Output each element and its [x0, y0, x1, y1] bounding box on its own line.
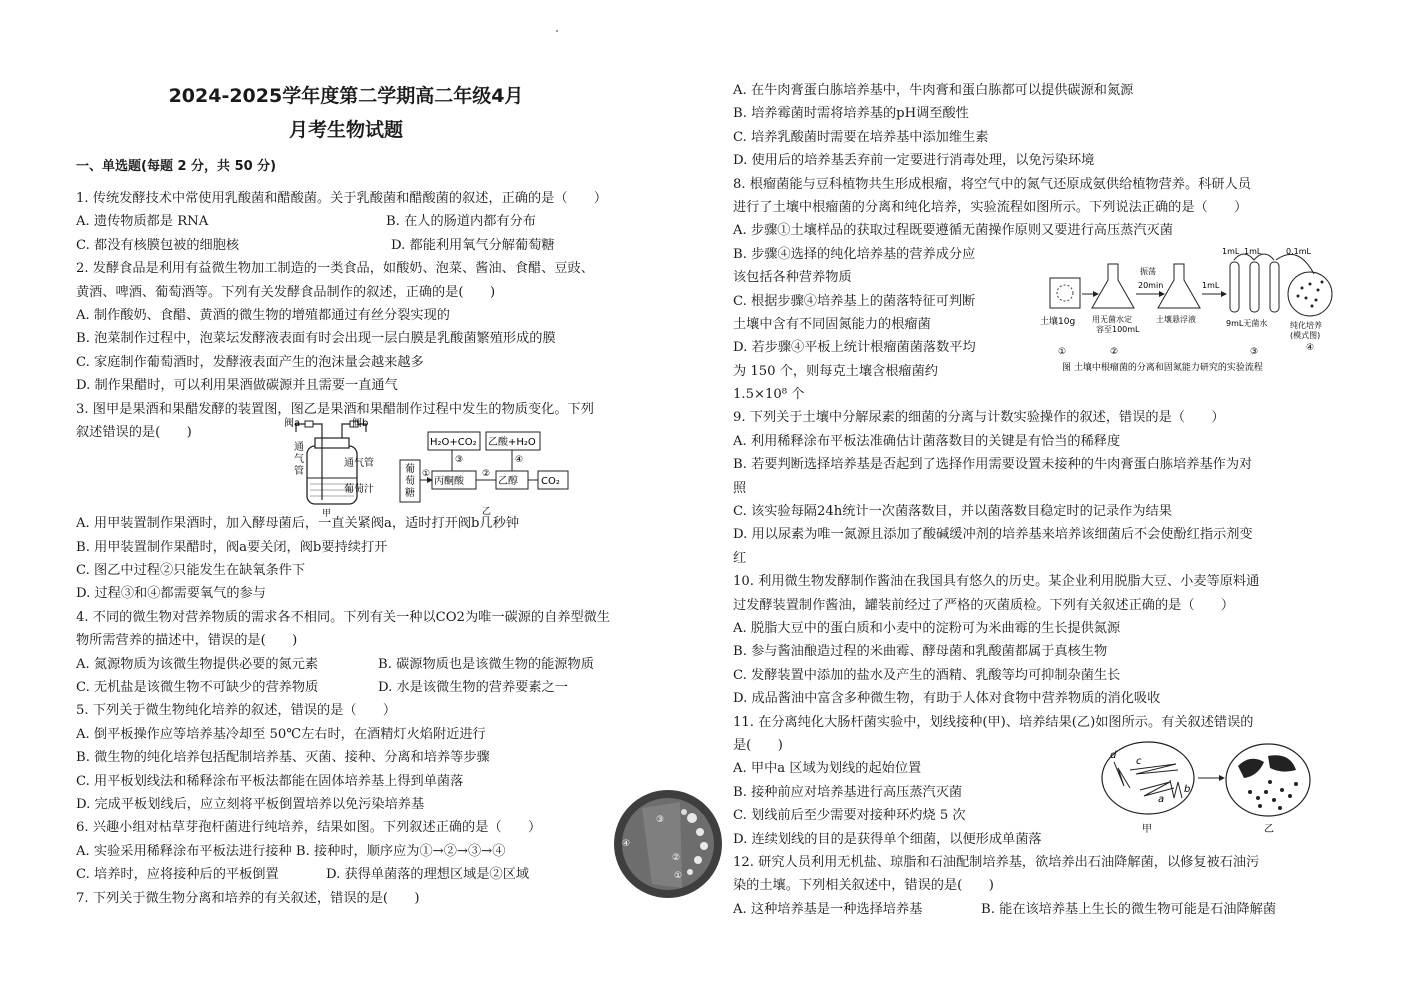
q6-stem: 6. 兴趣小组对枯草芽孢杆菌进行纯培养，结果如图。下列叙述正确的是（ ）: [76, 820, 542, 836]
q11-option-a: A. 甲中a 区域为划线的起始位置: [733, 761, 922, 777]
q2-stem-1: 2. 发酵食品是利用有益微生物加工制造的一类食品，如酸奶、泡菜、酱油、食醋、豆豉、: [76, 261, 594, 277]
q1-option-b: B. 在人的肠道内都有分布: [386, 214, 536, 230]
q8-stem-2: 进行了土壤中根瘤菌的分离和纯化培养，实验流程如图所示。下列说法正确的是（ ）: [733, 199, 1248, 215]
q1-option-a: A. 遗传物质都是 RNA: [76, 214, 209, 230]
q9-option-d-2: 红: [733, 550, 747, 566]
time-label: 20min: [1138, 281, 1164, 290]
zone-3: ③: [656, 815, 665, 825]
q12-stem-1: 12. 研究人员利用无机盐、琼脂和石油配制培养基，欲培养出石油降解菌，以修复被石油污: [733, 854, 1260, 870]
zone-c: c: [1136, 756, 1142, 767]
q5-option-b: B. 微生物的纯化培养包括配制培养基、灭菌、接种、分离和培养等步骤: [76, 750, 490, 766]
glucose-char: 糖: [405, 488, 415, 499]
h2o-co2-label: H₂O+CO₂: [430, 437, 477, 448]
ethanol-label: 乙醇: [498, 476, 518, 487]
left-tube-label-part: 通: [294, 442, 304, 453]
step-n4: ④: [1306, 343, 1315, 353]
q4-stem-2: 物所需营养的描述中，错误的是( ): [76, 633, 298, 649]
acetic-label: 乙酸+H₂O: [488, 437, 536, 448]
q8-option-a: A. 步骤①土壤样品的获取过程既要遵循无菌操作原则又要进行高压蒸汽灭菌: [733, 223, 1173, 239]
left-column: [76, 187, 688, 910]
q8-option-d-2: 为 150 个，则每克土壤含根瘤菌约: [733, 363, 938, 379]
q1-option-d: D. 都能利用氧气分解葡萄糖: [391, 237, 555, 253]
q6-options-ab: A. 实验采用稀释涂布平板法进行接种 B. 接种时，顺序应为①→②→③→④: [76, 843, 506, 859]
pathway-diagram: [400, 432, 568, 517]
step-n3: ③: [1250, 347, 1259, 357]
q1-stem: 1. 传统发酵技术中常使用乳酸菌和醋酸菌。关于乳酸菌和醋酸菌的叙述，正确的是（ ）: [76, 191, 608, 206]
q1-options-cd: [76, 234, 688, 257]
q2-option-a: A. 制作酸奶、食醋、黄酒的微生物的增殖都通过有丝分裂实现的: [76, 307, 450, 323]
vol-3: 1mL: [1244, 247, 1262, 256]
q4-option-d: D. 水是该微生物的营养要素之一: [378, 680, 568, 696]
q10-stem-2: 过发酵装置制作酱油，罐装前经过了严格的灭菌质检。下列有关叙述正确的是（ ）: [733, 597, 1235, 613]
zone-a: a: [1158, 794, 1165, 805]
suspension-label: 土壤悬浮液: [1156, 315, 1196, 324]
valve-b-label: 阀b: [352, 418, 369, 429]
q4-options-ab: [76, 653, 688, 676]
q12-option-b: B. 能在该培养基上生长的微生物可能是石油降解菌: [981, 901, 1277, 917]
zone-b: b: [1184, 784, 1191, 795]
valve-a-label: 阀a: [284, 418, 301, 429]
zone-4: ④: [622, 839, 631, 849]
streak-label-yi: 乙: [1264, 824, 1274, 835]
q1-option-c: C. 都没有核膜包被的细胞核: [76, 237, 240, 253]
q7-option-b: B. 培养霉菌时需将培养基的pH调至酸性: [733, 106, 969, 122]
q9-option-c: C. 该实验每隔24h统计一次菌落数目，并以菌落数目稳定时的记录作为结果: [733, 504, 1172, 520]
q11-stem-1: 11. 在分离纯化大肠杆菌实验中，划线接种(甲)、培养结果(乙)如图所示。有关叙述错误的: [733, 714, 1254, 730]
zone-1: ①: [674, 871, 683, 881]
q12-options-ab: [733, 898, 1345, 921]
q3-option-c: C. 图乙中过程②只能发生在缺氧条件下: [76, 563, 306, 579]
q3-option-a: A. 用甲装置制作果酒时，加入酵母菌后，一直关紧阀a，适时打开阀b几秒钟: [76, 516, 520, 532]
left-tube-label: [294, 441, 307, 477]
q7-option-d: D. 使用后的培养基丢弃前一定要进行消毒处理，以免污染环境: [733, 153, 1095, 169]
exam-title-line2: 月考生物试题: [288, 119, 403, 141]
q2-stem-2: 黄酒、啤酒、葡萄酒等。下列有关发酵食品制作的叙述，正确的是( ): [76, 284, 496, 300]
exam-title-line1: 2024-2025学年度第二学期高二年级4月: [168, 85, 524, 107]
q12-option-a: A. 这种培养基是一种选择培养基: [733, 901, 923, 917]
q4-option-a: A. 氮源物质为该微生物提供必要的氮元素: [76, 656, 319, 672]
q11-option-c: C. 划线前后至少需要对接种环灼烧 5 次: [733, 808, 966, 824]
q5-option-d: D. 完成平板划线后，应立刻将平板倒置培养以免污染培养基: [76, 796, 425, 812]
pyruvate-label: 丙酮酸: [434, 476, 464, 487]
q6-options-cd: [76, 863, 688, 886]
q4-option-b: B. 碳源物质也是该微生物的能源物质: [378, 656, 594, 672]
zone-d: d: [1110, 750, 1117, 761]
q2-option-d: D. 制作果醋时，可以利用果酒做碳源并且需要一直通气: [76, 378, 398, 394]
left-tube-label-part: 气: [294, 454, 304, 465]
q11-stem-2: 是( ): [733, 737, 783, 753]
plate-label-2: (模式图): [1290, 331, 1321, 340]
q9-option-d-1: D. 用以尿素为唯一氮源且添加了酸碱缓冲剂的培养基来培养该细菌后不会使酚红指示剂变: [733, 527, 1253, 543]
left-tube-label-part: 管: [294, 466, 304, 477]
vol-1: 1mL: [1202, 281, 1220, 290]
water-label: 9mL无菌水: [1226, 319, 1268, 328]
q10-option-d: D. 成品酱油中富含多种微生物，有助于人体对食物中营养物质的消化吸收: [733, 691, 1161, 707]
q5-option-a: A. 倒平板操作应等培养基冷却至 50℃左右时，在酒精灯火焰附近进行: [76, 726, 486, 742]
step-n2: ②: [1110, 347, 1119, 357]
q8-option-b-1: B. 步骤④选择的纯化培养基的营养成分应: [733, 246, 976, 262]
q3-stem-1: 3. 图甲是果酒和果醋发酵的装置图，图乙是果酒和果醋制作过程中发生的物质变化。下列: [76, 401, 594, 417]
q8-option-c-2: 土壤中含有不同固氮能力的根瘤菌: [733, 316, 931, 332]
zone-2: ②: [672, 853, 681, 863]
q10-option-b: B. 参与酱油酿造过程的米曲霉、酵母菌和乳酸菌都属于真核生物: [733, 644, 1108, 660]
q11-option-d: D. 连续划线的目的是获得单个细菌，以便形成单菌落: [733, 831, 1042, 847]
q11-option-b: B. 接种前应对培养基进行高压蒸汽灭菌: [733, 784, 963, 800]
q8-option-c-1: C. 根据步骤④培养基上的菌落特征可判断: [733, 293, 976, 309]
q4-option-c: C. 无机盐是该微生物不可缺少的营养物质: [76, 680, 319, 696]
q2-option-b: B. 泡菜制作过程中，泡菜坛发酵液表面有时会出现一层白膜是乳酸菌繁殖形成的膜: [76, 331, 556, 347]
q6-option-d: D. 获得单菌落的理想区域是②区域: [326, 867, 530, 883]
q3-stem-2: 叙述错误的是( ): [76, 424, 192, 440]
q3-figure: [282, 416, 572, 518]
q4-stem-1: 4. 不同的微生物对营养物质的需求各不相同。下列有关一种以CO2为唯一碳源的自养型微生: [76, 609, 611, 625]
q6-plate-figure: [612, 788, 724, 900]
q8-option-d-3: 1.5×10⁸ 个: [733, 387, 805, 403]
glucose-char: 萄: [405, 476, 415, 487]
q8-option-b-2: 该包括各种营养物质: [733, 270, 852, 286]
scan-speck: [556, 30, 558, 32]
q8-stem-1: 8. 根瘤菌能与豆科植物共生形成根瘤，将空气中的氮气还原成氨供给植物营养。科研人员: [733, 176, 1251, 192]
right-tube-label: 通气管: [344, 458, 374, 469]
q8-flow-figure: [1036, 244, 1336, 376]
vol-2: 1mL: [1222, 247, 1240, 256]
streak-label-jia: 甲: [1142, 824, 1152, 835]
q6-option-c: C. 培养时，应将接种后的平板倒置: [76, 867, 279, 883]
step-3: ③: [455, 455, 464, 465]
step-2: ②: [482, 469, 491, 479]
q7-option-a: A. 在牛肉膏蛋白胨培养基中，牛肉膏和蛋白胨都可以提供碳源和氮源: [733, 83, 1134, 98]
shake-label: 振荡: [1140, 267, 1156, 276]
vol-4: 0.1mL: [1286, 247, 1311, 256]
juice-label: 葡萄汁: [344, 484, 374, 495]
q3-option-d: D. 过程③和④都需要氧气的参与: [76, 586, 266, 602]
q10-option-a: A. 脱脂大豆中的蛋白质和小麦中的淀粉可为米曲霉的生长提供氮源: [733, 620, 1121, 636]
co2-label: CO₂: [541, 476, 560, 487]
q9-stem: 9. 下列关于土壤中分解尿素的细菌的分离与计数实验操作的叙述，错误的是（ ）: [733, 410, 1225, 426]
plate-label-1: 纯化培养: [1290, 321, 1322, 330]
flask-label-1: 用无菌水定: [1092, 315, 1132, 324]
step-4: ④: [515, 455, 524, 465]
q9-option-b-1: B. 若要判断选择培养基是否起到了选择作用需要设置未接种的牛肉膏蛋白胨培养基作为对: [733, 457, 1253, 473]
label-jia: 甲: [322, 509, 332, 518]
section-heading: 一、单选题(每题 2 分，共 50 分): [76, 159, 277, 174]
flask-label-2: 容至100mL: [1096, 325, 1140, 334]
q1-options-ab: [76, 210, 688, 233]
glucose-char: 葡: [405, 464, 415, 475]
q10-stem-1: 10. 利用微生物发酵制作酱油在我国具有悠久的历史。某企业利用脱脂大豆、小麦等原料通: [733, 574, 1260, 590]
label-yi: 乙: [482, 507, 492, 517]
q10-option-c: C. 发酵装置中添加的盐水及产生的酒精、乳酸等均可抑制杂菌生长: [733, 667, 1121, 683]
q8-option-d-1: D. 若步骤④平板上统计根瘤菌菌落数平均: [733, 340, 976, 356]
q5-stem: 5. 下列关于微生物纯化培养的叙述，错误的是（ ）: [76, 703, 397, 719]
q3-option-b: B. 用甲装置制作果醋时，阀a要关闭，阀b要持续打开: [76, 539, 388, 555]
q5-option-c: C. 用平板划线法和稀释涂布平板法都能在固体培养基上得到单菌落: [76, 773, 464, 789]
q9-option-b-2: 照: [733, 480, 747, 496]
step-1: ①: [422, 469, 431, 479]
q7-option-c: C. 培养乳酸菌时需要在培养基中添加维生素: [733, 129, 989, 145]
soil-label: 土壤10g: [1040, 317, 1076, 327]
step-n1: ①: [1058, 347, 1067, 357]
q4-options-cd: [76, 676, 688, 699]
q2-option-c: C. 家庭制作葡萄酒时，发酵液表面产生的泡沫量会越来越多: [76, 354, 424, 370]
flow-caption: 图 土壤中根瘤菌的分离和固氮能力研究的实验流程: [1062, 363, 1263, 373]
q12-stem-2: 染的土壤。下列相关叙述中，错误的是( ): [733, 878, 994, 894]
q9-option-a: A. 利用稀释涂布平板法准确估计菌落数目的关键是有恰当的稀释度: [733, 433, 1121, 449]
q7-stem: 7. 下列关于微生物分离和培养的有关叙述，错误的是( ): [76, 890, 420, 906]
q11-streak-figure: [1100, 740, 1320, 836]
